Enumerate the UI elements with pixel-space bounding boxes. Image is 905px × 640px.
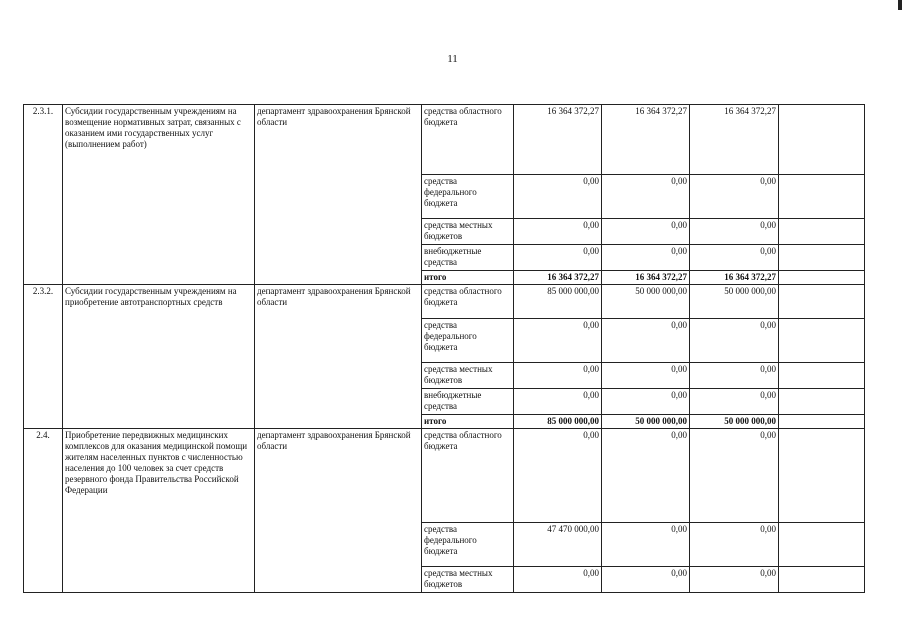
funding-source: средства федерального бюджета: [422, 175, 514, 219]
amount-cell: 0,00: [602, 219, 690, 245]
measure-name: Субсидии государственным учреждениям на возмещение нормативных затрат, связанных с оказанием ими государственных услуг (выполнением работ): [63, 105, 255, 285]
empty-cell: [779, 429, 865, 523]
empty-cell: [779, 415, 865, 429]
amount-cell: 0,00: [690, 567, 779, 593]
amount-cell: 50 000 000,00: [690, 285, 779, 319]
measure-name: Субсидии государственным учреждениям на приобретение автотранспортных средств: [63, 285, 255, 429]
total-label: итого: [422, 271, 514, 285]
amount-cell: 47 470 000,00: [514, 523, 602, 567]
table-row: [24, 429, 865, 523]
amount-cell: 0,00: [514, 429, 602, 523]
amount-cell: 0,00: [690, 175, 779, 219]
amount-cell: 16 364 372,27: [690, 105, 779, 175]
amount-cell: 0,00: [514, 319, 602, 363]
budget-table: [23, 104, 865, 593]
amount-cell: 0,00: [514, 245, 602, 271]
amount-cell: 0,00: [602, 175, 690, 219]
total-amount: 85 000 000,00: [514, 415, 602, 429]
amount-cell: 0,00: [602, 523, 690, 567]
amount-cell: 0,00: [514, 567, 602, 593]
empty-cell: [779, 271, 865, 285]
amount-cell: 0,00: [602, 245, 690, 271]
amount-cell: 0,00: [602, 567, 690, 593]
empty-cell: [779, 567, 865, 593]
scan-edge-mark: [898, 0, 902, 10]
amount-cell: 0,00: [690, 363, 779, 389]
table-row: [24, 105, 865, 175]
amount-cell: 0,00: [602, 319, 690, 363]
amount-cell: 0,00: [690, 319, 779, 363]
row-code: 2.3.2.: [24, 285, 63, 429]
amount-cell: 0,00: [690, 219, 779, 245]
total-label: итого: [422, 415, 514, 429]
total-amount: 16 364 372,27: [690, 271, 779, 285]
empty-cell: [779, 285, 865, 319]
total-amount: 50 000 000,00: [602, 415, 690, 429]
amount-cell: 85 000 000,00: [514, 285, 602, 319]
amount-cell: 16 364 372,27: [602, 105, 690, 175]
empty-cell: [779, 175, 865, 219]
funding-source: внебюджетные средства: [422, 389, 514, 415]
total-amount: 16 364 372,27: [602, 271, 690, 285]
total-amount: 50 000 000,00: [690, 415, 779, 429]
amount-cell: 0,00: [514, 363, 602, 389]
funding-source: средства местных бюджетов: [422, 567, 514, 593]
amount-cell: 0,00: [602, 429, 690, 523]
row-code: 2.4.: [24, 429, 63, 593]
amount-cell: 50 000 000,00: [602, 285, 690, 319]
empty-cell: [779, 523, 865, 567]
amount-cell: 0,00: [602, 389, 690, 415]
amount-cell: 16 364 372,27: [514, 105, 602, 175]
amount-cell: 0,00: [690, 389, 779, 415]
executor: департамент здравоохранения Брянской области: [255, 105, 422, 285]
funding-source: средства местных бюджетов: [422, 219, 514, 245]
funding-source: средства федерального бюджета: [422, 319, 514, 363]
empty-cell: [779, 105, 865, 175]
amount-cell: 0,00: [514, 175, 602, 219]
funding-source: средства областного бюджета: [422, 429, 514, 523]
total-amount: 16 364 372,27: [514, 271, 602, 285]
amount-cell: 0,00: [690, 429, 779, 523]
funding-source: внебюджетные средства: [422, 245, 514, 271]
row-code: 2.3.1.: [24, 105, 63, 285]
executor: департамент здравоохранения Брянской области: [255, 429, 422, 593]
empty-cell: [779, 363, 865, 389]
funding-source: средства местных бюджетов: [422, 363, 514, 389]
funding-source: средства федерального бюджета: [422, 523, 514, 567]
table-body: [24, 105, 865, 593]
amount-cell: 0,00: [690, 245, 779, 271]
executor: департамент здравоохранения Брянской области: [255, 285, 422, 429]
empty-cell: [779, 319, 865, 363]
amount-cell: 0,00: [514, 389, 602, 415]
amount-cell: 0,00: [602, 363, 690, 389]
table-row: [24, 285, 865, 319]
empty-cell: [779, 245, 865, 271]
funding-source: средства областного бюджета: [422, 105, 514, 175]
page-number: 11: [447, 53, 458, 65]
empty-cell: [779, 389, 865, 415]
empty-cell: [779, 219, 865, 245]
amount-cell: 0,00: [690, 523, 779, 567]
amount-cell: 0,00: [514, 219, 602, 245]
measure-name: Приобретение передвижных медицинских комплексов для оказания медицинской помощи жителям населенных пунктов с численностью населения до 100 человек за счет средств резервного фонда Правительства Российской Федерации: [63, 429, 255, 593]
funding-source: средства областного бюджета: [422, 285, 514, 319]
